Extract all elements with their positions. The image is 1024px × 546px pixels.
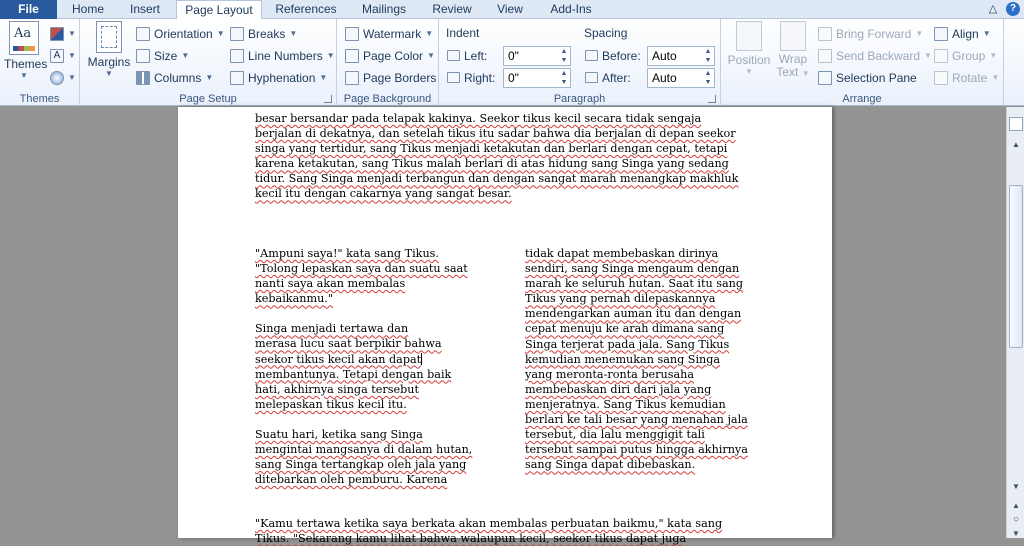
chevron-down-icon: ▼ — [20, 71, 28, 80]
tab-file[interactable]: File — [0, 0, 57, 19]
view-ruler-icon[interactable] — [1009, 117, 1023, 131]
spacing-after-icon — [585, 72, 598, 83]
line-numbers-button[interactable]: Line Numbers ▼ — [230, 46, 335, 65]
orientation-button[interactable]: Orientation ▼ — [136, 24, 225, 43]
indent-title: Indent — [446, 26, 480, 40]
align-button[interactable]: Align ▼ — [934, 24, 991, 43]
theme-effects-icon — [50, 71, 64, 85]
theme-fonts-icon: A — [50, 49, 64, 63]
margins-button[interactable]: Margins ▼ — [86, 21, 132, 78]
indent-left-icon — [447, 50, 460, 61]
spacing-after-label: After: — [585, 68, 631, 87]
spacing-before-input[interactable]: Auto ▲ ▼ — [647, 46, 715, 66]
bring-forward-button[interactable]: Bring Forward ▼ — [818, 24, 923, 43]
arrange-group-label: Arrange — [842, 93, 882, 105]
columns-icon — [136, 71, 150, 85]
tab-insert[interactable]: Insert — [129, 2, 160, 16]
watermark-icon — [345, 27, 359, 41]
text-cursor — [421, 353, 422, 365]
scroll-down-icon[interactable]: ▼ — [1012, 482, 1020, 491]
spacing-before-label: Before: — [585, 46, 641, 65]
margins-label: Margins — [87, 55, 131, 69]
indent-right-label: Right: — [447, 68, 495, 87]
page-borders-icon — [345, 71, 359, 85]
select-browse-object-icon[interactable]: ○ — [1012, 514, 1020, 525]
title-right-controls — [986, 2, 1020, 16]
page-setup-group-label: Page Setup — [179, 93, 237, 105]
ribbon — [0, 19, 1024, 106]
spinner-arrows-icon[interactable]: ▲ ▼ — [560, 48, 568, 64]
indent-left-input[interactable]: 0" ▲ ▼ — [503, 46, 571, 66]
page-borders-button[interactable]: Page Borders — [345, 68, 436, 87]
group-paragraph — [439, 19, 721, 106]
align-icon — [934, 27, 948, 41]
theme-effects-button[interactable]: ▼ — [50, 68, 76, 87]
spacing-title: Spacing — [584, 26, 628, 40]
breaks-button[interactable]: Breaks ▼ — [230, 24, 297, 43]
previous-page-icon[interactable]: ▲ — [1012, 501, 1020, 510]
group-page-background — [337, 19, 439, 106]
theme-colors-button[interactable]: ▼ — [50, 24, 76, 43]
paragraph: Singa menjadi tertawa dan merasa lucu saat berpikir bahwa seekor tikus kecil akan dapat membantunya. Tetapi dengan baik hati, akhirnya singa tersebut melepaskan tikus kecil itu. — [255, 322, 452, 411]
rotate-icon — [934, 71, 948, 85]
scroll-up-icon[interactable]: ▲ — [1012, 140, 1020, 149]
hyphenation-icon — [230, 71, 244, 85]
next-page-icon[interactable]: ▼ — [1012, 529, 1020, 538]
indent-left-label: Left: — [447, 46, 487, 65]
watermark-button[interactable]: Watermark ▼ — [345, 24, 433, 43]
send-backward-button[interactable]: Send Backward ▼ — [818, 46, 932, 65]
group-icon — [934, 49, 948, 63]
send-backward-icon — [818, 49, 832, 63]
vertical-scrollbar[interactable] — [1006, 107, 1024, 538]
scroll-thumb[interactable] — [1009, 185, 1023, 348]
orientation-icon — [136, 27, 150, 41]
breaks-icon — [230, 27, 244, 41]
line-numbers-icon — [230, 49, 244, 63]
bottom-paragraph[interactable]: "Kamu tertawa ketika saya berkata akan membalas perbuatan baikmu," kata sang Tikus. "Sekarang kamu lihat bahwa walaupun kecil, seekor tikus dapat juga — [255, 517, 723, 546]
group-themes — [0, 19, 80, 106]
theme-fonts-button[interactable]: A ▼ — [50, 46, 76, 65]
right-column[interactable]: tidak dapat membebaskan dirinya sendiri, sang Singa mengaum dengan marah ke seluruh hutan. Saat itu sang Tikus yang pernah dilepaskannya mendengarkan auman itu dan dengan cepat menuju ke arah dimana sang Singa terjerat pada jala. Sang Tikus kemudian menemukan sang Singa yang meronta-ronta berusaha membebaskan diri dari jala yang menjeratnya. Sang Tikus kemudian berlari ke tali besar yang menahan jala tersebut, dia lalu menggigit tali tersebut sampai putus hingga akhirnya sang Singa dapat dibebaskan. — [525, 247, 748, 472]
paragraph-launcher-icon[interactable] — [708, 95, 716, 103]
spacing-after-input[interactable]: Auto ▲ ▼ — [647, 68, 715, 88]
document-area — [0, 107, 1006, 546]
themes-label: Themes — [4, 57, 48, 71]
wrap-text-icon — [780, 21, 806, 51]
indent-right-input[interactable]: 0" ▲ ▼ — [503, 68, 571, 88]
page-color-icon — [345, 49, 359, 63]
tab-review[interactable]: Review — [432, 2, 472, 16]
group-arrange — [721, 19, 1004, 106]
top-paragraph[interactable]: besar bersandar pada telapak kakinya. Seekor tikus kecil secara tidak sengaja berjalan di dekatnya, dan setelah tikus itu sadar bahwa dia berjalan di depan seekor singa yang tertidur, sang Tikus menjadi ketakutan dan berlari dengan cepat, tetapi karena ketakutan, sang Tikus malah berlari di atas hidung sang Singa yang sedang tidur. Sang Singa menjadi terbangun dan dengan sangat marah menangkap makhluk kecil itu dengan cakarnya yang sangat besar. — [255, 112, 739, 201]
help-icon[interactable]: ? — [1006, 2, 1020, 16]
group-objects-button[interactable]: Group ▼ — [934, 46, 997, 65]
columns-button[interactable]: Columns ▼ — [136, 68, 213, 87]
hyphenation-button[interactable]: Hyphenation ▼ — [230, 68, 327, 87]
paragraph-group-label: Paragraph — [553, 93, 606, 105]
selection-pane-icon — [818, 71, 832, 85]
wrap-text-button[interactable]: Wrap Text ▼ — [773, 21, 813, 80]
size-icon — [136, 49, 150, 63]
selection-pane-button[interactable]: Selection Pane — [818, 68, 917, 87]
paragraph: Suatu hari, ketika sang Singa mengintai mangsanya di dalam hutan, sang Singa tertangkap oleh jala yang ditebarkan oleh pemburu. Karena — [255, 427, 473, 487]
minimize-ribbon-icon[interactable]: △ — [988, 3, 998, 15]
indent-right-icon — [447, 72, 460, 83]
tab-view[interactable]: View — [497, 2, 523, 16]
position-button[interactable]: Position ▼ — [727, 21, 771, 76]
tab-mailings[interactable]: Mailings — [361, 2, 406, 16]
size-button[interactable]: Size ▼ — [136, 46, 189, 65]
page-setup-launcher-icon[interactable] — [324, 95, 332, 103]
spinner-arrows-icon[interactable]: ▲ ▼ — [704, 70, 712, 86]
page-color-button[interactable]: Page Color ▼ — [345, 46, 435, 65]
tab-home[interactable]: Home — [71, 2, 104, 16]
bring-forward-icon — [818, 27, 832, 41]
left-column[interactable] — [255, 246, 487, 502]
document-page[interactable] — [178, 107, 832, 546]
rotate-button[interactable]: Rotate ▼ — [934, 68, 999, 87]
paragraph: "Ampuni saya!" kata sang Tikus. "Tolong lepaskan saya dan suatu saat nanti saya akan membalas kebaikanmu." — [255, 247, 468, 306]
tab-references[interactable]: References — [275, 2, 337, 16]
theme-colors-icon — [50, 27, 64, 41]
tab-add-ins[interactable]: Add-Ins — [550, 2, 592, 16]
margins-icon — [96, 21, 122, 53]
tab-page-layout[interactable]: Page Layout — [176, 0, 262, 20]
ribbon-tab-bar — [0, 0, 1024, 19]
spinner-arrows-icon[interactable]: ▲ ▼ — [704, 48, 712, 64]
themes-icon: Aa — [9, 21, 39, 55]
themes-button[interactable] — [4, 21, 48, 80]
group-page-setup — [80, 19, 337, 106]
themes-group-label: Themes — [19, 93, 60, 105]
spinner-arrows-icon[interactable]: ▲ ▼ — [560, 70, 568, 86]
spacing-before-icon — [585, 50, 598, 61]
page-background-group-label: Page Background — [343, 93, 432, 105]
position-icon — [736, 21, 762, 51]
